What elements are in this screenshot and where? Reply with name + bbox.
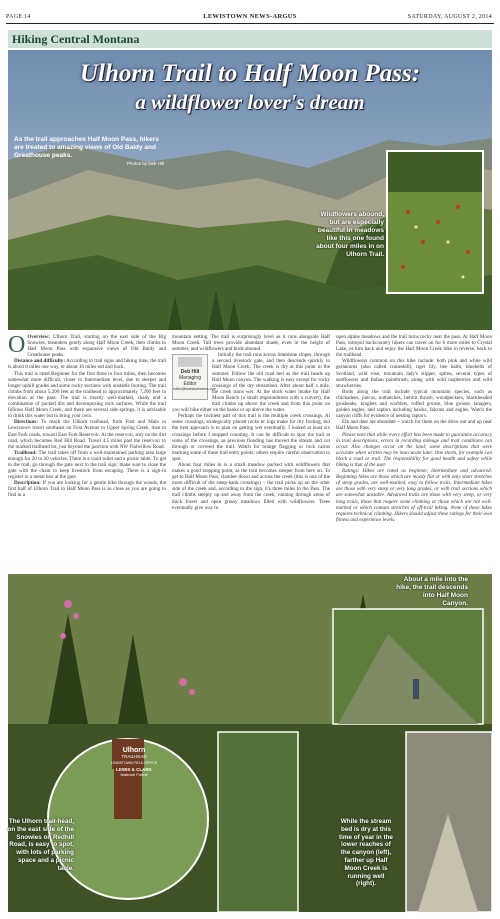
paragraph: About four miles in is a small meadow packed with wildflowers that makes a good stopping point, as the trail becomes steeper from here on. To get to Half Moon Pass, clamber down and across the creek (this is one of the more difficult of the steep-bank crossings) – the trail picks up on the other side of the creek and, according to the sign, it's three miles to the Pass. The trail climbs steeply up and away from the creek, running through areas of thick forest and open grassy meadows filled with wildflowers. Trees eventually give way to	[172, 461, 330, 511]
para-lead: Trailhead:	[14, 449, 37, 456]
collage-image	[8, 574, 492, 912]
page-number: PAGE 14	[6, 14, 31, 20]
headline-line1: Ulhorn Trail to Half Moon Pass:	[79, 60, 421, 87]
para-lead: Directions:	[14, 419, 38, 426]
paragraph: Ulhorn Trail, starting on the east side of the Big Snowies, meanders gently along Half Moon Creek, then climbs to Half Moon Pass with expansive views of Old Baldy and Greathouse peaks.	[27, 334, 166, 359]
hero-caption-text: As the trail approaches Half Moon Pass, hikers are treated to amazing views of Old Baldy and Greathouse peaks.	[14, 136, 159, 159]
para-lead: Distance and difficulty:	[14, 358, 66, 365]
article-column-3	[336, 334, 492, 570]
paragraph: According to trail signs and hiking time, the trail is about 8 miles one way, or about 16 miles out and back.	[8, 358, 166, 371]
sign-forest: LEWIS & CLARK	[116, 767, 152, 772]
streambed-caption: While the stream bed is dry at this time of year in the lower reaches of the canyon (left), farther up Half Moon Creek is running well (right).	[339, 818, 393, 888]
byline-email: editor@lewistownnews.com	[173, 387, 217, 392]
headline-line2: a wildflower lover's dream	[135, 90, 365, 114]
paragraph: Elk and deer are abundant – watch for them on the drive out and up near Half Moon Pass.	[336, 419, 492, 432]
trailhead-sign	[103, 747, 165, 777]
article-column-1	[8, 334, 166, 570]
wildflower-meadow-photo	[386, 150, 484, 294]
article-column-2	[172, 334, 330, 570]
article-body	[8, 334, 492, 570]
meadow-image	[388, 152, 482, 292]
hero-caption	[14, 136, 164, 168]
ratings-note: Ratings: Hikes are rated as beginner, intermediate and advanced. Beginning hikes are those which are mostly flat or with only short stretches of steep grades, are well-marked, easy to follow trails. Intermediate hikes are those with very steep or very long grades, or with trail sections which are somewhat unstable. Advanced trails are those with very steep, or very long trails, those that require some climbing or those which are not well-marked or which contain stretches of off-trail hiking. None of these hikes requires technical climbing. Hikers should adjust these ratings for their own fitness and experience levels.	[336, 468, 492, 523]
byline-box	[172, 354, 217, 400]
paragraph: Birds along the trail include typical mountain species, such as chickadees, juncos, nuthatches, hermit thrush, woodpeckers, blackheaded grosbeaks, kinglets and warblers, ruffed grouse, blue grouse, tanagers, golden eagles, and raptors including hawks, falcons and eagles. Watch the canyon cliffs for evidence of nesting raptors.	[336, 388, 492, 420]
photo-collage	[8, 574, 492, 912]
canyon-caption: About a mile into the hike, the trail descends into Half Moon Canyon.	[396, 576, 468, 607]
section-kicker: Hiking Central Montana	[8, 30, 492, 48]
paragraph: mountain setting. The trail is surprisingly level as it runs alongside Half Moon Creek. Tall trees provide abundant shade, even in the height of summer, and wildflowers and birds abound.	[172, 334, 330, 353]
sign-office: LEWISTOWN FIELD OFFICE	[110, 761, 158, 765]
paragraph: Wildflowers common on this hike include: both pink and white wild geraniums (also called cranesbill), tiger lily, bee balm, bluebells of Scotland, wild rose, mountain lady's slipper, spirea, several types of sunflowers and Indian paintbrush, along with wild raspberries and wild strawberries.	[336, 358, 492, 389]
sign-forest-sub: National Forest	[120, 772, 148, 777]
paragraph: To reach the Ulhorn trailhead, from First and Main in Lewistown travel southeast on First Avenue to Upper Spring Creek, then to East Fork roads, toward East Fork Reservoir. At the reservoir, stay on the dirt road, which becomes Red Hill Road. Travel 4.5 miles past the reservoir to the marked trailhead lot, just beyond the junction with NW Flatwillow Road.	[8, 419, 166, 450]
issue-date: SATURDAY, AUGUST 2, 2014	[407, 14, 492, 20]
page-header	[0, 0, 500, 24]
byline-name: Deb Hill	[180, 369, 200, 376]
byline-photo	[178, 357, 202, 367]
header-rule	[6, 23, 494, 24]
byline-role: Managing Editor	[179, 375, 201, 388]
paragraph: If you are looking for a gentle hike through the woods, the first half of Ulhorn Trail to Half Moon Pass is as close as you are going to find in a	[8, 480, 166, 499]
photo-credit: Photos by Deb Hill	[126, 161, 164, 166]
paragraph: Perhaps the trickiest part of this trail is the multiple creek crossings. At some crossings, strategically placed rocks or logs make for dry footing, but the best approach is to plan on getting wet eventually. I looked at least six crossings before I stopped counting. It can be difficult to spot the trail at some of the crossings, as previous flooding has moved the stream and cut through or covered the trail. Watch for orange flagging or rock cairns marking some of these trail entry points; others require careful observation to spot.	[172, 413, 330, 462]
wildflower-caption: Wildflowers abound, but are especially beautiful in meadows like this one found about four miles in on Ulhorn Trail.	[316, 211, 384, 258]
paragraph: open alpine meadows and the trail turns rocky near the pass. At Half Moon Pass, intrepid backcountry hikers can travel on for 6 more miles to Crystal Lake, or turn back and enjoy the Half Moon Creek hike in reverse, back to the trailhead.	[336, 334, 492, 359]
trailhead-caption: The Ulhorn trail-head, on the east side of the Snowies on Redhill Road, is easy to spot, with lots of parking space and a picnic table.	[7, 818, 74, 872]
paragraph: Initially the trail runs across limestone slopes, through a second livestock gate, and then descends quickly to Half Moon Creek. The creek is dry at this point in the summer. Follow the old road bed as the trail heads up Half Moon canyon. The walking is easy except for rocky crossings of the dry streambed. After about half a mile, the creek turns wet. At the stock water intake for Half Moon Ranch (a small impoundment with a culvert), the trail climbs up above the creek and from this point on you will hike either on the banks or up above the water.	[172, 352, 330, 414]
paragraph: The trail takes off from a well-maintained parking area large enough for 20 to 30 vehicles. There is a vault toilet and a picnic table. To get to the trail, go through the gate next to the trail sign; make sure to close the gate with the chain to keep livestock from escaping. There is a sign-in register in a metal box at the gate.	[8, 449, 166, 481]
drop-cap: O	[8, 334, 26, 358]
newspaper-name: LEWISTOWN NEWS-ARGUS	[203, 13, 297, 20]
sign-subtitle: TRAILHEAD	[121, 754, 147, 759]
para-lead: Description:	[14, 480, 41, 487]
para-lead: Overview:	[27, 334, 50, 340]
disclaimer-note: Please note that while every effort has been made to guarantee accuracy in trail descriptions, errors in recording mileage and trail conditions can occur. Also changes occur on the land; some descriptions that were accurate when written may be inaccurate later. One storm, for example can block a road or trail. The responsibility for good health and safety while hiking is that of the user.	[336, 431, 492, 468]
paragraph: This trail is rated Beginner for the first three to four miles, then becomes somewhat more difficult, closer to Intermediate level, due to steeper and longer uphill grades and some rocky sections with unstable footing. The trail climbs from about 5,200 feet at the trailhead to approximately 7,200 feet in elevation at the pass. The trail is mostly well-marked, shady and a combination of packed dirt and decomposing rock surfaces. While the trail follows Half Moon Creek, and there are several side springs, it is advisable to drink this water but to bring your own.	[8, 370, 166, 420]
sign-title: Ulhorn	[122, 747, 146, 754]
